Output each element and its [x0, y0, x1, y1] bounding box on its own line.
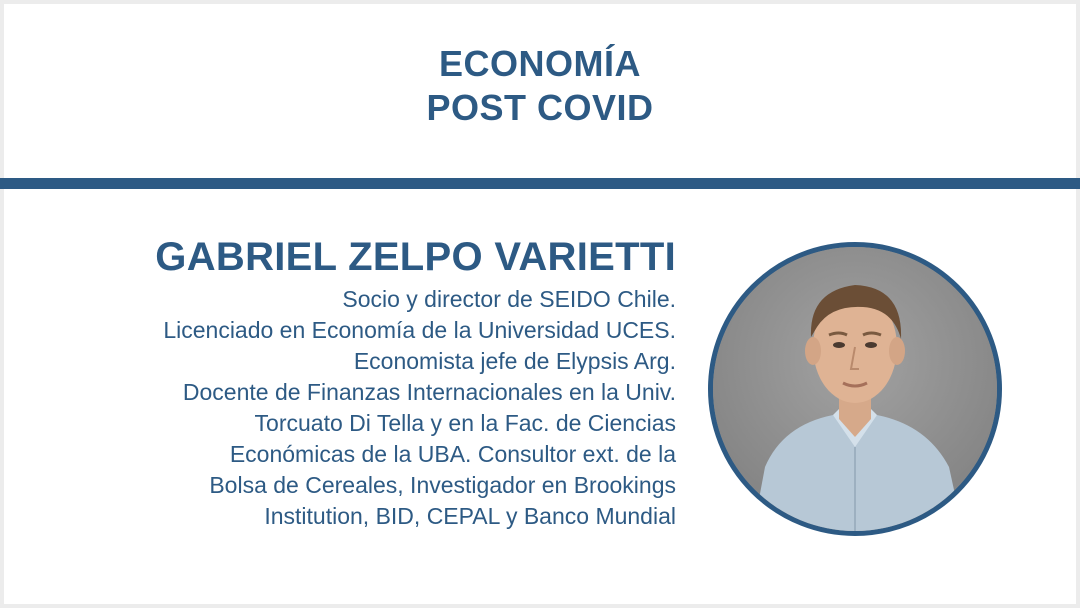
portrait-illustration: [713, 247, 997, 531]
speaker-bio: [16, 284, 676, 532]
speaker-photo: [708, 242, 1002, 536]
bio-line: Económicas de la UBA. Consultor ext. de la: [229, 441, 676, 467]
bio-line: Docente de Finanzas Internacionales en la Univ.: [182, 379, 676, 405]
bio-line: Institution, BID, CEPAL y Banco Mundial: [264, 503, 676, 529]
bio-line: Bolsa de Cereales, Investigador en Brookings: [209, 472, 676, 498]
bio-line: Torcuato Di Tella y en la Fac. de Ciencias: [254, 410, 676, 436]
divider-bar: [0, 178, 1080, 189]
page-title: [0, 42, 1080, 130]
title-line-1: ECONOMÍA: [439, 43, 641, 84]
title-line-2: POST COVID: [426, 87, 654, 128]
bio-line: Socio y director de SEIDO Chile.: [342, 286, 676, 312]
bio-line: Economista jefe de Elypsis Arg.: [353, 348, 676, 374]
speaker-name: GABRIEL ZELPO VARIETTI: [155, 235, 676, 279]
bio-line: Licenciado en Economía de la Universidad UCES.: [163, 317, 676, 343]
